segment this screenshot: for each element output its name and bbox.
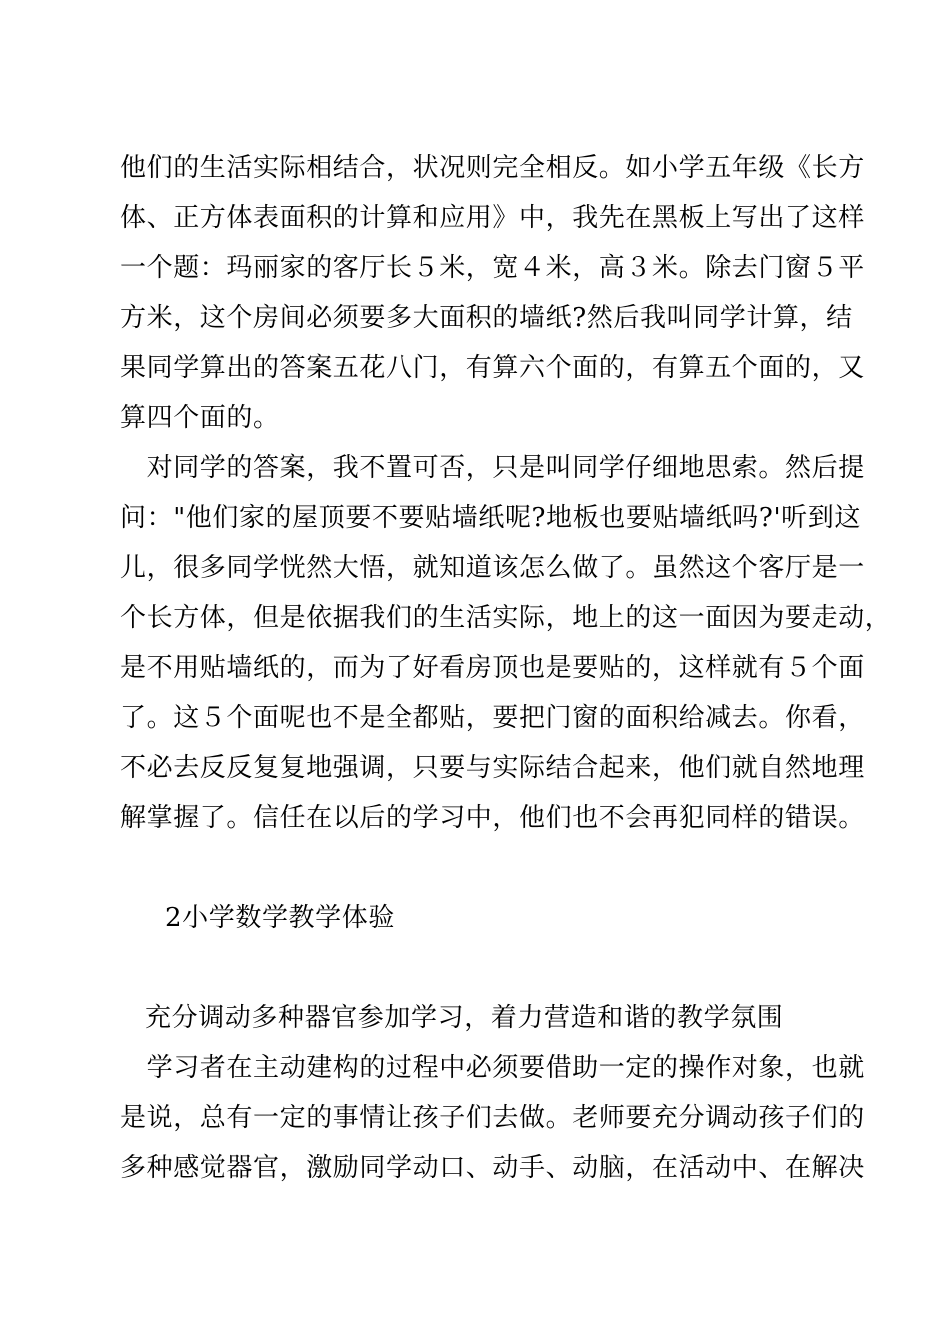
paragraph-1-line-4: 方米，这个房间必须要多大面积的墙纸?然后我叫同学计算，结 bbox=[120, 303, 853, 333]
paragraph-2-line-1: 对同学的答案，我不置可否，只是叫同学仔细地思索。然后提 bbox=[120, 453, 865, 483]
section-subheading: 充分调动多种器官参加学习，着力营造和谐的教学氛围 bbox=[145, 1003, 784, 1033]
paragraph-3-line-1: 学习者在主动建构的过程中必须要借助一定的操作对象，也就 bbox=[120, 1053, 865, 1083]
paragraph-2-line-5: 是不用贴墙纸的，而为了好看房顶也是要贴的，这样就有５个面 bbox=[120, 653, 865, 683]
paragraph-3-line-3: 多种感觉器官，激励同学动口、动手、动脑，在活动中、在解决 bbox=[120, 1153, 865, 1183]
paragraph-1-line-2: 体、正方体表面积的计算和应用》中，我先在黑板上写出了这样 bbox=[120, 203, 865, 233]
paragraph-2-line-8: 解掌握了。信任在以后的学习中，他们也不会再犯同样的错误。 bbox=[120, 803, 865, 833]
paragraph-2-line-4: 个长方体，但是依据我们的生活实际，地上的这一面因为要走动， bbox=[120, 603, 892, 633]
paragraph-2-line-7: 不必去反反复复地强调，只要与实际结合起来，他们就自然地理 bbox=[120, 753, 865, 783]
paragraph-3-line-2: 是说，总有一定的事情让孩子们去做。老师要充分调动孩子们的 bbox=[120, 1103, 865, 1133]
paragraph-1-line-5: 果同学算出的答案五花八门，有算六个面的，有算五个面的，又 bbox=[120, 353, 865, 383]
paragraph-1-line-1: 他们的生活实际相结合，状况则完全相反。如小学五年级《长方 bbox=[120, 153, 865, 183]
paragraph-1-line-6: 算四个面的。 bbox=[120, 403, 280, 433]
paragraph-2-line-2: 问："他们家的屋顶要不要贴墙纸呢?地板也要贴墙纸吗?'听到这 bbox=[120, 503, 861, 533]
paragraph-2-line-3: 儿，很多同学恍然大悟，就知道该怎么做了。虽然这个客厅是一 bbox=[120, 553, 865, 583]
paragraph-2-line-6: 了。这５个面呢也不是全都贴，要把门窗的面积给减去。你看， bbox=[120, 703, 865, 733]
paragraph-1-line-3: 一个题：玛丽家的客厅长５米，宽４米，高３米。除去门窗５平 bbox=[120, 253, 865, 283]
section-heading: 2小学数学教学体验 bbox=[165, 903, 395, 933]
